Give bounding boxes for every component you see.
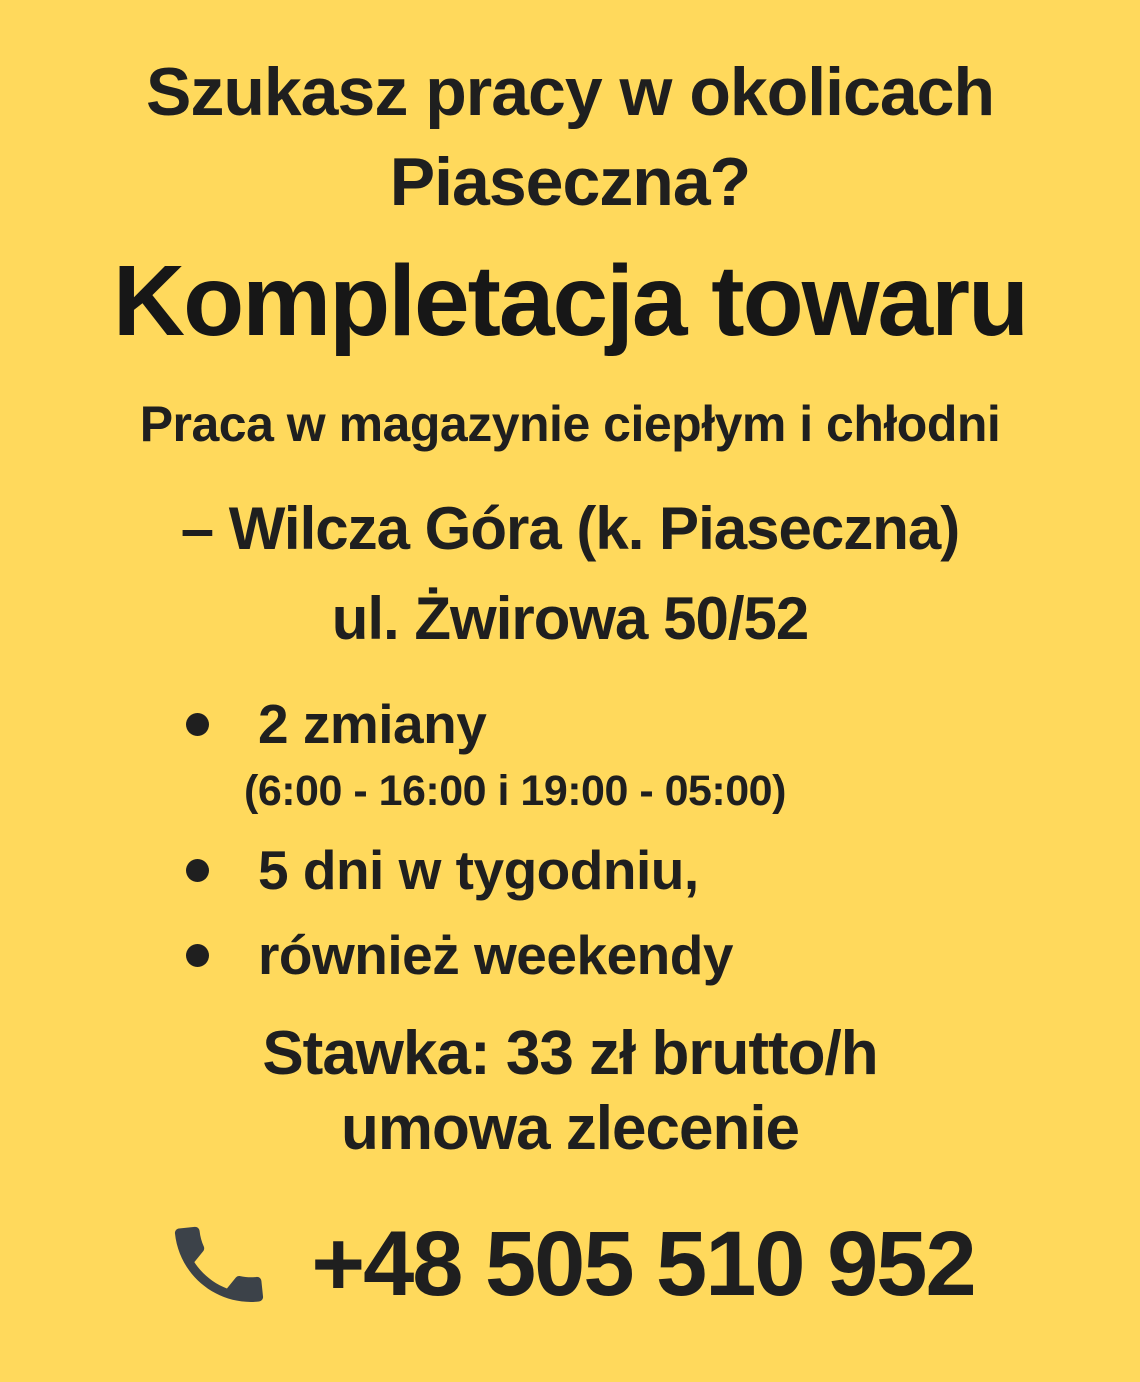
contact-row bbox=[0, 1211, 1140, 1319]
subtitle-warehouse: Praca w magazynie ciepłym i chłodni bbox=[139, 395, 1001, 452]
location-line-1: – Wilcza Góra (k. Piaseczna) bbox=[180, 494, 960, 562]
bullet-dot-icon bbox=[186, 944, 209, 967]
bullet-dot-icon bbox=[186, 713, 209, 736]
rate-block bbox=[0, 1016, 1140, 1167]
header-line-2: Piaseczna? bbox=[389, 143, 751, 220]
phone-icon bbox=[165, 1211, 273, 1319]
list-item bbox=[150, 690, 1140, 821]
bullet-label: 2 zmiany bbox=[258, 692, 487, 755]
phone-number: +48 505 510 952 bbox=[311, 1213, 975, 1316]
header-line-1: Szukasz pracy w okolicach bbox=[145, 54, 995, 130]
bullet-label: 5 dni w tygodniu, bbox=[258, 839, 699, 902]
location-block bbox=[0, 484, 1140, 664]
shift-hours-detail: (6:00 - 16:00 i 19:00 - 05:00) bbox=[244, 767, 786, 816]
location-line-2: ul. Żwirowa 50/52 bbox=[331, 584, 809, 652]
list-item bbox=[150, 836, 1140, 905]
rate-line-2: umowa zlecenie bbox=[340, 1094, 800, 1164]
bullet-label: również weekendy bbox=[258, 923, 733, 986]
bullet-dot-icon bbox=[186, 859, 209, 882]
conditions-list bbox=[150, 690, 1140, 990]
rate-line-1: Stawka: 33 zł brutto/h bbox=[262, 1018, 878, 1088]
list-item bbox=[150, 921, 1140, 990]
page-title: Kompletacja towaru bbox=[112, 244, 1028, 357]
header-question bbox=[0, 48, 1140, 228]
